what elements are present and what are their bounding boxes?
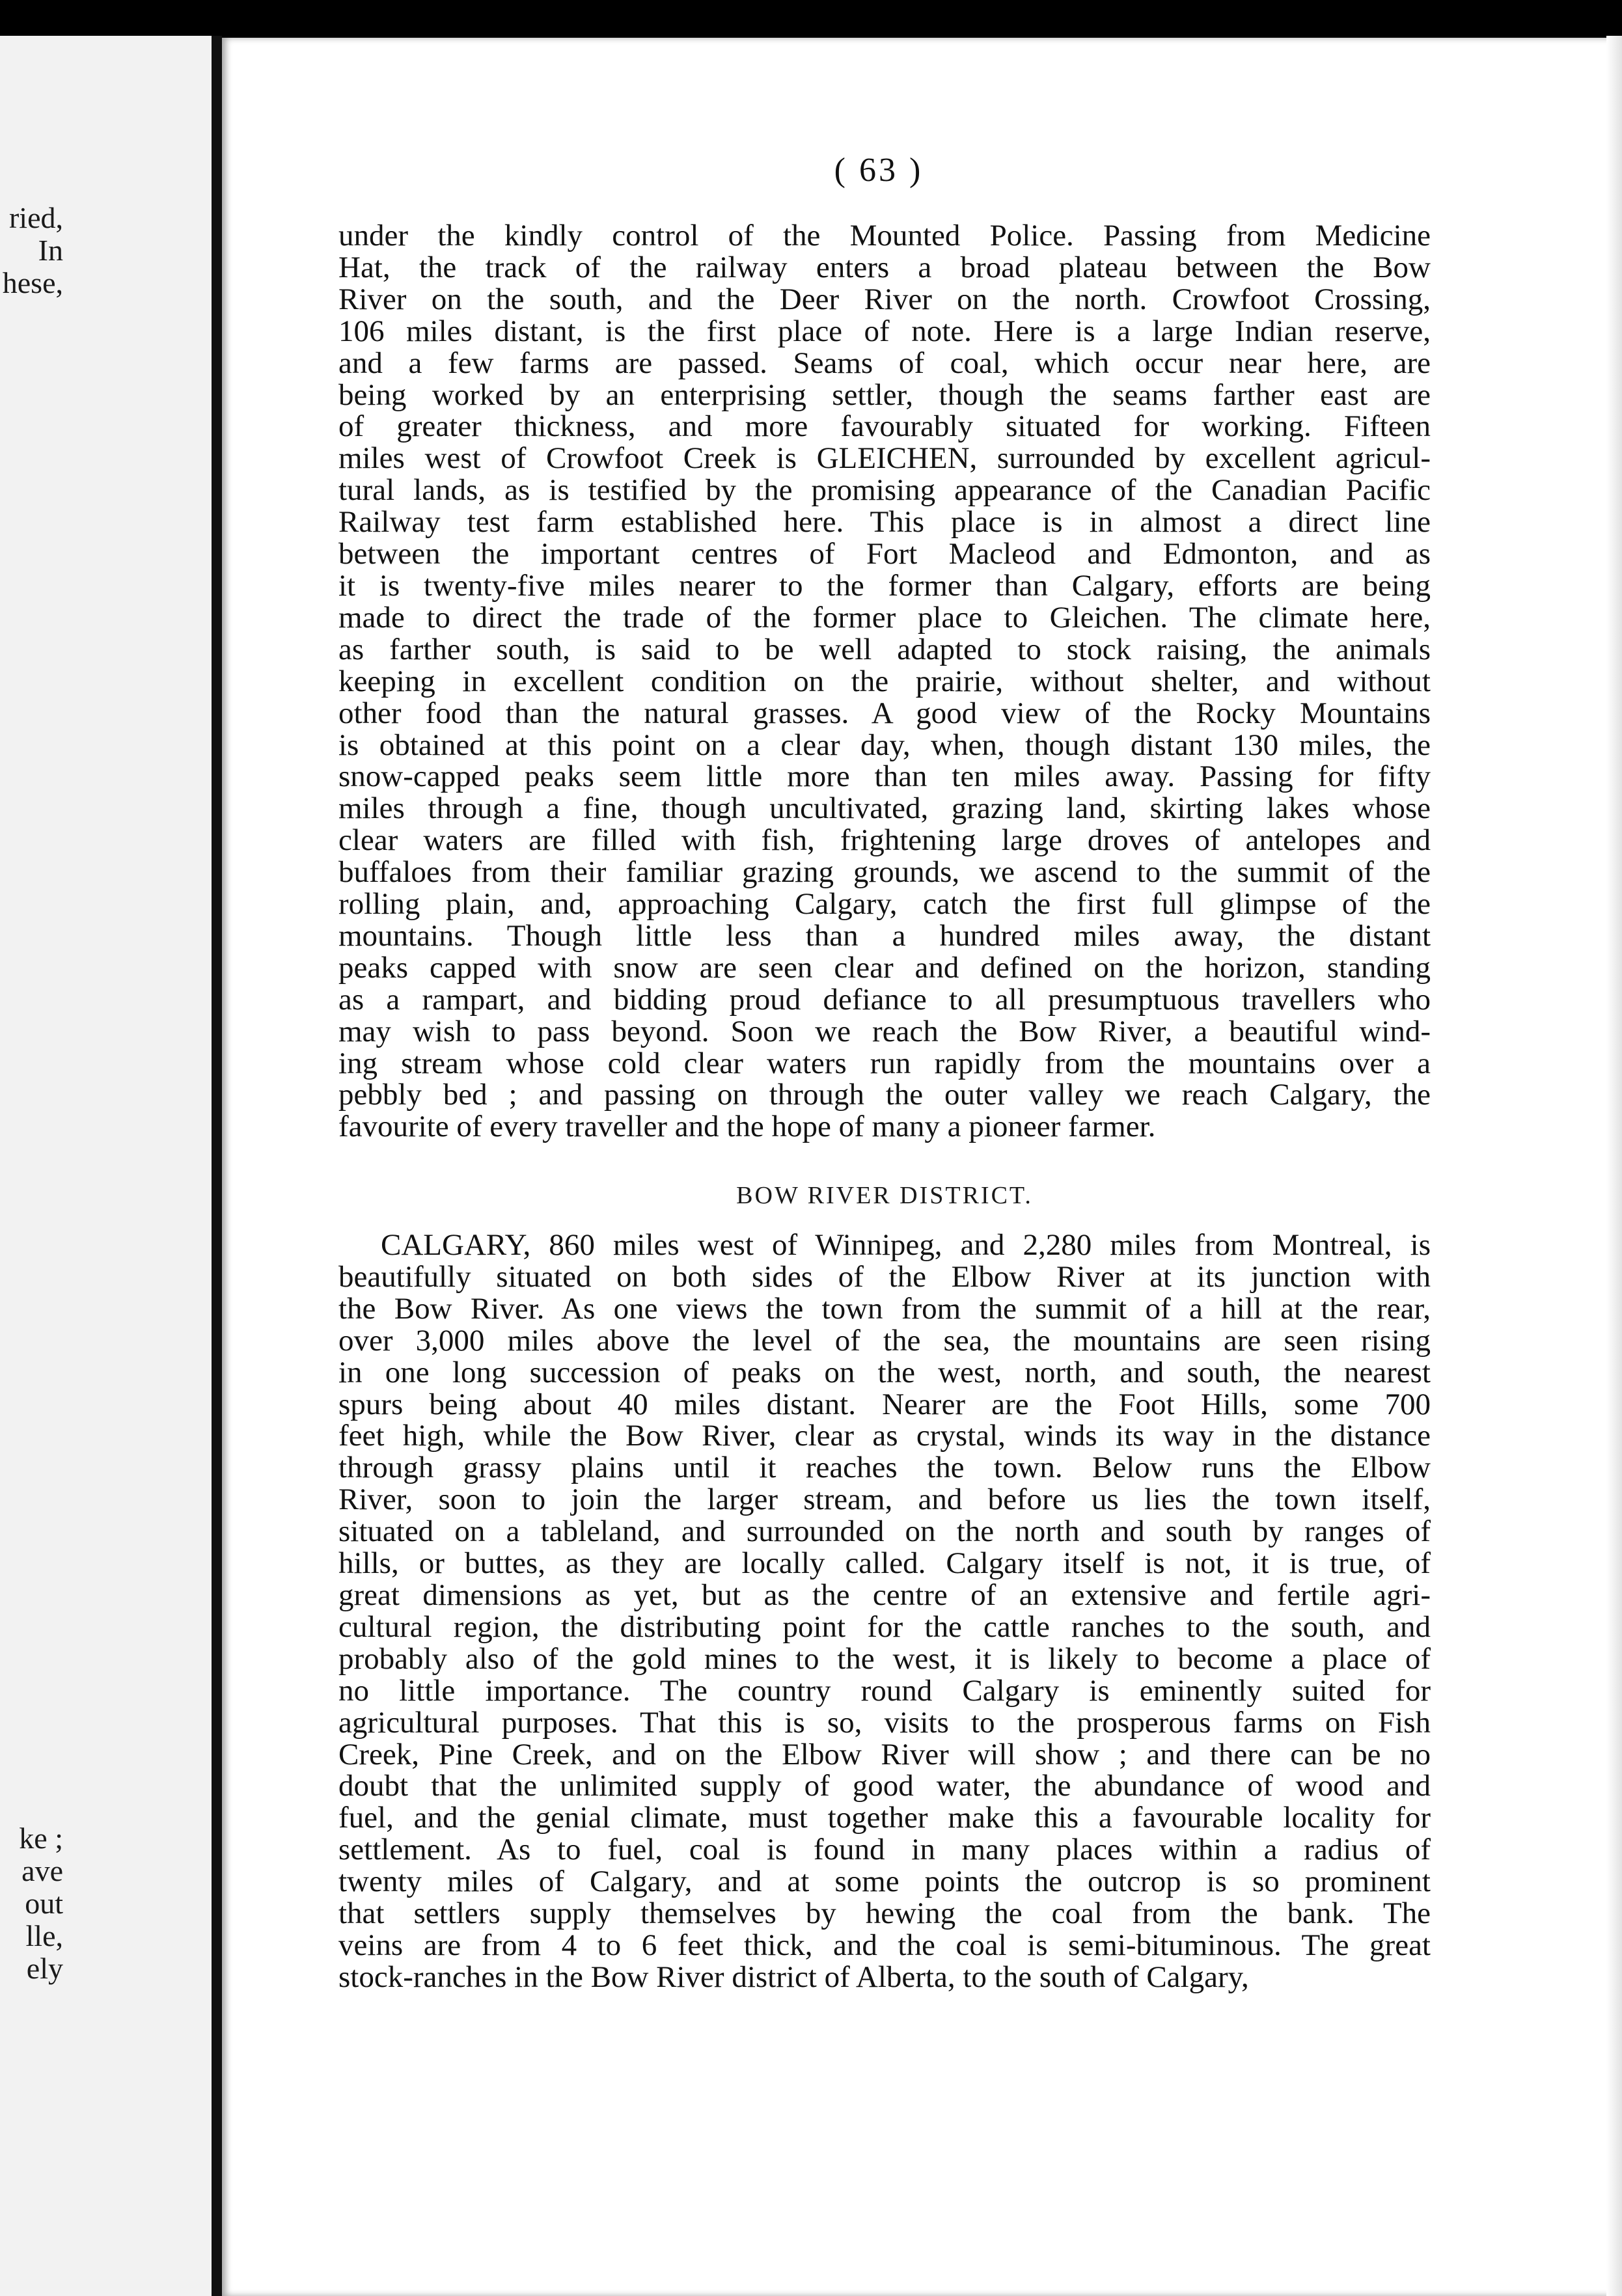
text-line: snow-capped peaks seem little more than ten miles away. Passing for fifty bbox=[338, 759, 1431, 794]
text-line: mountains. Though little less than a hundred miles away, the distant bbox=[338, 918, 1431, 953]
text-line: that settlers supply themselves by hewing the coal from the bank. The bbox=[338, 1896, 1431, 1931]
text-line: beautifully situated on both sides of the Elbow River at its junction with bbox=[338, 1259, 1431, 1294]
text-line: miles through a fine, though uncultivated, grazing land, skirting lakes whose bbox=[338, 791, 1431, 826]
text-line: 106 miles distant, is the first place of note. Here is a large Indian reserve, bbox=[338, 314, 1431, 348]
text-line: CALGARY, 860 miles west of Winnipeg, and 2,280 miles from Montreal, is bbox=[381, 1228, 1431, 1262]
text-line: it is twenty-five miles nearer to the former than Calgary, efforts are being bbox=[338, 568, 1431, 603]
text-line: keeping in excellent condition on the prairie, without shelter, and without bbox=[338, 664, 1431, 698]
text-line: cultural region, the distributing point for the cattle ranches to the south, and bbox=[338, 1609, 1431, 1644]
text-line: tural lands, as is testified by the promising appearance of the Canadian Pacific bbox=[338, 473, 1431, 508]
text-line: stock-ranches in the Bow River district of Alberta, to the south of Calgary, bbox=[338, 1960, 1249, 1994]
text-line: situated on a tableland, and surrounded on the north and south by ranges of bbox=[338, 1514, 1431, 1549]
section-heading: BOW RIVER DISTRICT. bbox=[736, 1182, 1033, 1209]
scan-top-border bbox=[0, 0, 1622, 36]
text-line: ing stream whose cold clear waters run rapidly from the mountains over a bbox=[338, 1046, 1431, 1080]
fragment-line: ke ; bbox=[19, 1822, 63, 1855]
text-line: doubt that the unlimited supply of good water, the abundance of wood and bbox=[338, 1769, 1431, 1803]
text-line: under the kindly control of the Mounted Police. Passing from Medicine bbox=[338, 219, 1431, 253]
text-line: feet high, while the Bow River, clear as crystal, winds its way in the distance bbox=[338, 1419, 1431, 1453]
text-line: over 3,000 miles above the level of the sea, the mountains are seen rising bbox=[338, 1323, 1431, 1358]
fragment-line: hese, bbox=[2, 266, 63, 299]
text-line: between the important centres of Fort Macleod and Edmonton, and as bbox=[338, 537, 1431, 571]
text-line: River on the south, and the Deer River on the north. Crowfoot Crossing, bbox=[338, 282, 1431, 316]
fragment-line: ave bbox=[21, 1854, 63, 1887]
text-line: Creek, Pine Creek, and on the Elbow River will show ; and there can be no bbox=[338, 1737, 1431, 1771]
facing-page-fragments-top bbox=[3, 202, 63, 299]
text-line: favourite of every traveller and the hope of many a pioneer farmer. bbox=[338, 1110, 1156, 1144]
text-line: pebbly bed ; and passing on through the outer valley we reach Calgary, the bbox=[338, 1078, 1431, 1112]
text-line: as a rampart, and bidding proud defiance to all presumptuous travellers who bbox=[338, 982, 1431, 1017]
text-line: spurs being about 40 miles distant. Nearer are the Foot Hills, some 700 bbox=[338, 1387, 1431, 1421]
text-line: through grassy plains until it reaches the town. Below runs the Elbow bbox=[338, 1451, 1431, 1485]
fragment-line: ried, bbox=[8, 201, 63, 234]
text-line: River, soon to join the larger stream, and before us lies the town itself, bbox=[338, 1483, 1431, 1517]
paragraph-medicine-hat-to-calgary bbox=[338, 220, 1431, 1143]
fragment-line: out bbox=[25, 1887, 63, 1920]
text-line: great dimensions as yet, but as the centre of an extensive and fertile agri- bbox=[338, 1578, 1431, 1612]
facing-page-fragments-bottom bbox=[19, 1822, 63, 1985]
page-edge bbox=[1606, 36, 1622, 2296]
text-line: miles west of Crowfoot Creek is GLEICHEN, surrounded by excellent agricul- bbox=[338, 441, 1431, 476]
text-line: veins are from 4 to 6 feet thick, and the coal is semi-bituminous. The great bbox=[338, 1928, 1431, 1962]
page-number: ( 63 ) bbox=[834, 152, 924, 189]
text-line: is obtained at this point on a clear day, when, though distant 130 miles, the bbox=[338, 728, 1431, 762]
text-line: clear waters are filled with fish, frightening large droves of antelopes and bbox=[338, 823, 1431, 858]
text-line: no little importance. The country round Calgary is eminently suited for bbox=[338, 1673, 1431, 1708]
paragraph-calgary bbox=[338, 1229, 1431, 1993]
text-line: other food than the natural grasses. A good view of the Rocky Mountains bbox=[338, 696, 1431, 730]
text-line: may wish to pass beyond. Soon we reach the Bow River, a beautiful wind- bbox=[338, 1014, 1431, 1048]
text-line: peaks capped with snow are seen clear and defined on the horizon, standing bbox=[338, 950, 1431, 985]
fragment-line: lle, bbox=[25, 1919, 63, 1952]
text-line: of greater thickness, and more favourably situated for working. Fifteen bbox=[338, 409, 1431, 444]
fragment-line: ely bbox=[26, 1952, 63, 1985]
text-line: and a few farms are passed. Seams of coal, which occur near here, are bbox=[338, 346, 1431, 380]
text-line: made to direct the trade of the former place to Gleichen. The climate here, bbox=[338, 600, 1431, 635]
text-line: as farther south, is said to be well adapted to stock raising, the animals bbox=[338, 632, 1431, 666]
page-gutter bbox=[212, 36, 222, 2296]
text-line: Railway test farm established here. This place is in almost a direct line bbox=[338, 505, 1431, 540]
text-line: being worked by an enterprising settler, though the seams farther east are bbox=[338, 377, 1431, 412]
text-line: Hat, the track of the railway enters a broad plateau between the Bow bbox=[338, 250, 1431, 284]
text-line: probably also of the gold mines to the west, it is likely to become a place of bbox=[338, 1641, 1431, 1676]
text-line: buffaloes from their familiar grazing grounds, we ascend to the summit of the bbox=[338, 855, 1431, 890]
text-line: rolling plain, and, approaching Calgary, catch the first full glimpse of the bbox=[338, 887, 1431, 922]
text-line: agricultural purposes. That this is so, visits to the prosperous farms on Fish bbox=[338, 1705, 1431, 1740]
text-line: the Bow River. As one views the town from the summit of a hill at the rear, bbox=[338, 1291, 1431, 1326]
text-line: fuel, and the genial climate, must together make this a favourable locality for bbox=[338, 1801, 1431, 1835]
text-line: in one long succession of peaks on the west, north, and south, the nearest bbox=[338, 1355, 1431, 1389]
text-line: settlement. As to fuel, coal is found in many places within a radius of bbox=[338, 1833, 1431, 1867]
text-line: twenty miles of Calgary, and at some points the outcrop is so prominent bbox=[338, 1865, 1431, 1899]
fragment-line: In bbox=[38, 234, 63, 267]
text-line: hills, or buttes, as they are locally called. Calgary itself is not, it is true, of bbox=[338, 1546, 1431, 1581]
